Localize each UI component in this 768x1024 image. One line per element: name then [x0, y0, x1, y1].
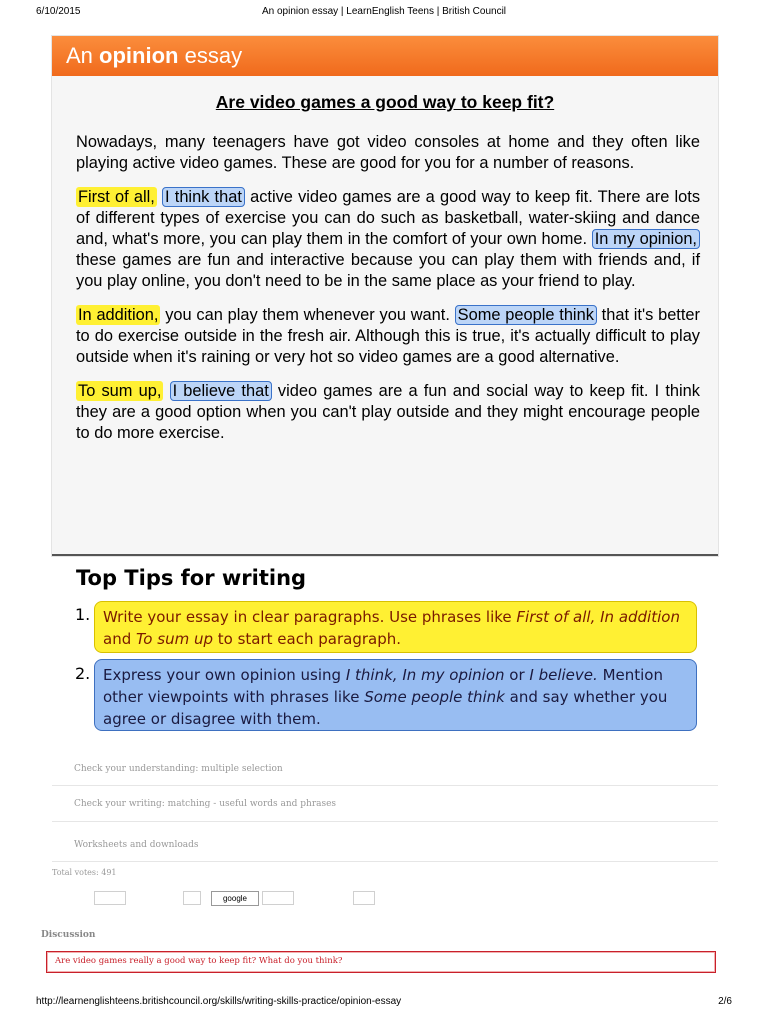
tip-1-number: 1.	[75, 605, 91, 624]
share-button-2[interactable]	[183, 891, 201, 905]
essay-banner	[52, 36, 718, 76]
p2-text-2: these games are fun and interactive because you can play them with friends and, if you play online, you don't need to be in the same place as your friend to play.	[76, 251, 700, 290]
link-check-writing[interactable]: Check your writing: matching - useful words and phrases	[74, 799, 337, 809]
tip-2-italic-2: I believe.	[529, 666, 598, 684]
link-check-understanding[interactable]: Check your understanding: multiple selection	[74, 764, 283, 774]
essay-paragraph-4	[76, 381, 700, 444]
tip-2-number: 2.	[75, 664, 91, 683]
separator	[52, 785, 718, 786]
tip-1-text-a: Write your essay in clear paragraphs. Use phrases like	[103, 608, 517, 626]
highlight-in-addition: In addition,	[78, 306, 159, 324]
banner-prefix: An	[66, 43, 93, 68]
p2-text-1: active video games are a good way to keep fit. There are lots of different types of exercise you can do such as basketball, water-skiing and dance and, what's more, you can play them in the comfort of your own home.	[76, 188, 701, 248]
p4-text-1: video games are a fun and social way to keep fit. I think they are a good option when you can't play outside and they might encourage people to do more exercise.	[76, 382, 700, 442]
highlight-i-believe-that: I believe that	[170, 381, 272, 401]
tip-1-text-b: and	[103, 630, 136, 648]
tip-1-text-c: to start each paragraph.	[213, 630, 401, 648]
highlight-to-sum-up: To sum up,	[78, 382, 162, 400]
tip-2-text-b: or	[504, 666, 530, 684]
banner-suffix: essay	[184, 43, 243, 68]
essay-card	[52, 36, 718, 556]
essay-title: Are video games a good way to keep fit?	[215, 92, 555, 112]
essay-paragraph-3	[76, 305, 700, 368]
separator	[52, 821, 718, 822]
discussion-question[interactable]: Are video games really a good way to keep fit? What do you think?	[46, 951, 716, 973]
highlight-some-people-think: Some people think	[455, 305, 597, 325]
p3-text-1: you can play them whenever you want.	[160, 306, 455, 324]
tip-2-text-a: Express your own opinion using	[103, 666, 346, 684]
print-url: http://learnenglishteens.britishcouncil.org/skills/writing-skills-practice/opinion-essay	[36, 996, 402, 1007]
banner-bold: opinion	[99, 43, 179, 68]
tip-2-italic-1: I think, In my opinion	[345, 666, 505, 684]
essay-body	[76, 132, 700, 457]
highlight-i-think-that: I think that	[162, 187, 245, 207]
essay-paragraph-2	[76, 187, 700, 292]
print-page-title: An opinion essay | LearnEnglish Teens | British Council	[261, 6, 507, 17]
discussion-label: Discussion	[41, 930, 96, 940]
print-header	[0, 6, 768, 20]
print-date: 6/10/2015	[36, 6, 81, 17]
link-worksheets[interactable]: Worksheets and downloads	[74, 840, 199, 850]
tip-1-italic-2: To sum up	[136, 630, 213, 648]
print-footer	[0, 996, 768, 1010]
p3-text-2: that it's better to do exercise outside in the fresh air. Although this is true, it's actually difficult to play outside when it's raining or very hot so video games are a good alternative.	[76, 306, 700, 366]
share-button-4[interactable]	[353, 891, 375, 905]
separator	[52, 861, 718, 862]
essay-paragraph-1: Nowadays, many teenagers have got video consoles at home and they often like playing active video games. These are good for you for a number of reasons.	[76, 133, 700, 172]
tip-1-box	[94, 601, 697, 653]
tip-2-box	[94, 659, 697, 731]
highlight-first-of-all: First of all,	[78, 188, 155, 206]
tips-title: Top Tips for writing	[76, 566, 307, 590]
highlight-in-my-opinion: In my opinion,	[592, 229, 700, 249]
tip-1-italic-1: First of all, In addition	[516, 608, 680, 626]
tip-2-text-c: Mention other viewpoints with phrases like	[103, 666, 663, 706]
print-page-number: 2/6	[718, 996, 732, 1007]
share-button-3[interactable]	[262, 891, 294, 905]
tip-2-text-d: and say whether you agree or disagree with them.	[103, 688, 668, 728]
tip-2-italic-3: Some people think	[364, 688, 505, 706]
card-divider	[52, 554, 718, 556]
google-share-button[interactable]: google	[211, 891, 259, 906]
share-button-1[interactable]	[94, 891, 126, 905]
total-votes: Total votes: 491	[52, 868, 117, 877]
